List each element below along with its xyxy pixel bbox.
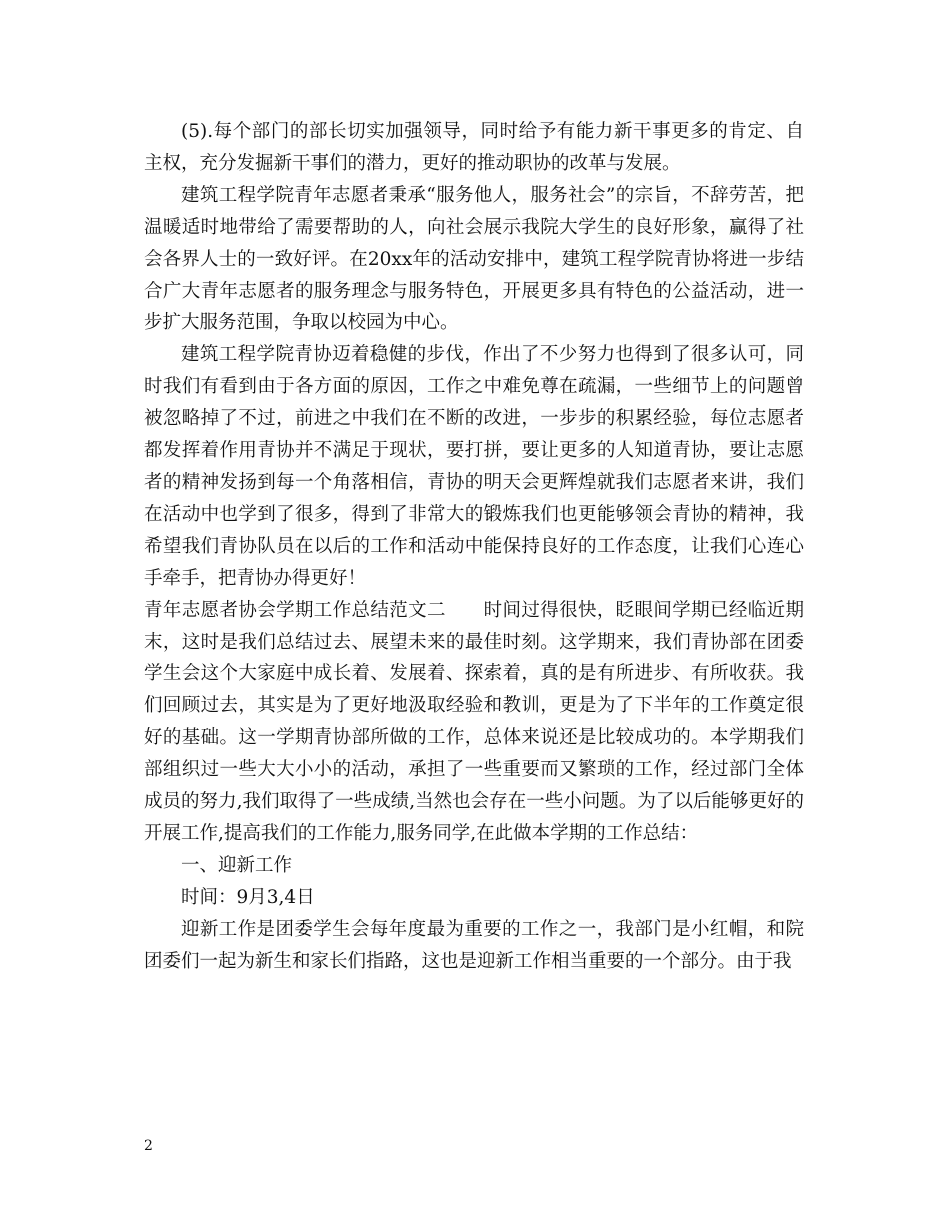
paragraph-2: 建筑工程学院青年志愿者秉承“服务他人，服务社会”的宗旨，不辞劳苦，把温暖适时地带给了需要帮助的人，向社会展示我院大学生的良好形象，赢得了社会各界人士的一致好评。在20xx年的活动安排中，建筑工程学院青协将进一步结合广大青年志愿者的服务理念与服务特色，开展更多具有特色的公益活动，进一步扩大服务范围，争取以校园为中心。: [144, 184, 804, 334]
section-heading-welcome-work: 一、迎新工作: [181, 854, 293, 876]
time-line: 时间：9月3,4日: [181, 886, 315, 908]
paragraph-3: 建筑工程学院青协迈着稳健的步伐，作出了不少努力也得到了很多认可，同时我们有看到由于各方面的原因，工作之中难免尊在疏漏，一些细节上的问题曾被忽略掉了不过，前进之中我们在不断的改进，一步步的积累经验，每位志愿者都发挥着作用青协并不满足于现状，要打拼，要让更多的人知道青协，要让志愿者的精神发扬到每一个角落相信，青协的明天会更辉煌就我们志愿者来讲，我们在活动中也学到了很多，得到了非常大的锻炼我们也更能够领会青协的精神，我希望我们青协队员在以后的工作和活动中能保持良好的工作态度，让我们心连心手牵手，把青协办得更好！: [144, 344, 804, 589]
paragraph-4-section-title-and-intro: 青年志愿者协会学期工作总结范文二 时间过得很快，眨眼间学期已经临近期末，这时是我们总结过去、展望未来的最佳时刻。这学期来，我们青协部在团委学生会这个大家庭中成长着、发展着、探索着，真的是有所进步、有所收获。我们回顾过去，其实是为了更好地汲取经验和教训，更是为了下半年的工作奠定很好的基础。这一学期青协部所做的工作，总体来说还是比较成功的。本学期我们部组织过一些大大小小的活动，承担了一些重要而又繁琐的工作，经过部门全体成员的努力,我们取得了一些成绩,当然也会存在一些小问题。为了以后能够更好的开展工作,提高我们的工作能力,服务同学,在此做本学期的工作总结：: [144, 599, 804, 844]
paragraph-welcome-work: 迎新工作是团委学生会每年度最为重要的工作之一，我部门是小红帽，和院团委们一起为新生和家长们指路，这也是迎新工作相当重要的一个部分。由于我: [144, 918, 804, 972]
page-number: 2: [144, 1138, 153, 1154]
document-body: [144, 116, 804, 977]
paragraph-1: (5).每个部门的部长切实加强领导，同时给予有能力新干事更多的肯定、自主权，充分发掘新干事们的潜力，更好的推动职协的改革与发展。: [144, 121, 804, 174]
